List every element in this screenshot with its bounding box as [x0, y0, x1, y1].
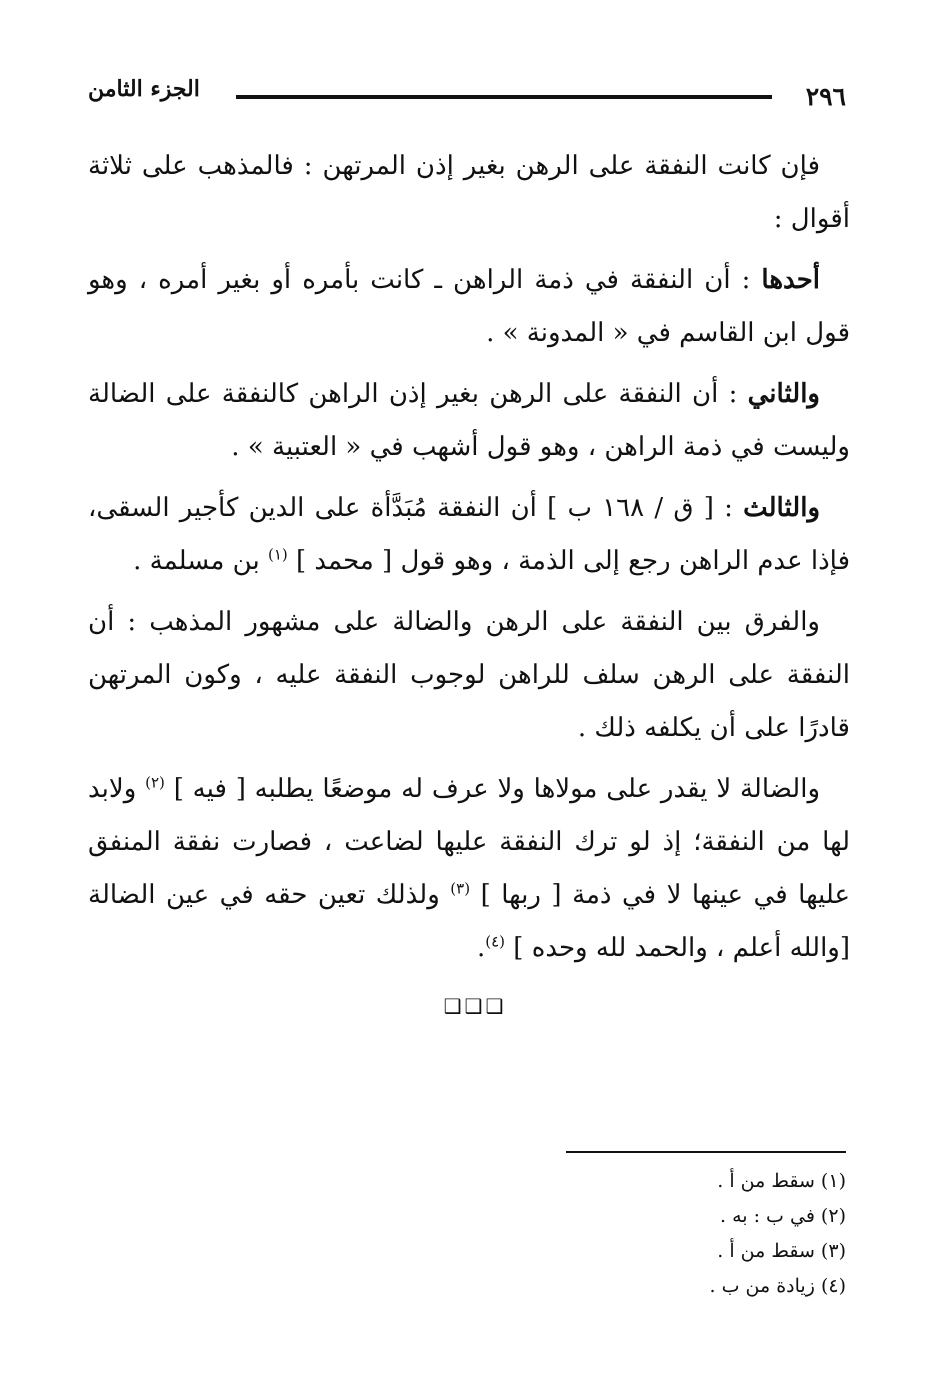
- body-text: [88, 140, 850, 983]
- header-rule: [236, 95, 772, 99]
- paragraph-difference: [88, 596, 850, 755]
- footnote-marker: (٢): [145, 773, 165, 792]
- footnote: (٤) زيادة من ب .: [709, 1275, 846, 1297]
- paragraph-text: والضالة لا يقدر على مولاها ولا عرف له موضعًا يطلبه [ فيه ]: [173, 774, 820, 804]
- page-number: ٢٩٦: [805, 82, 846, 111]
- section-end-ornament: ❑❑❑: [443, 994, 507, 1018]
- running-title: الجزء الثامن: [88, 76, 200, 102]
- paragraph-text: ولذلك تعين حقه في عين الضالة [والله أعلم ، والحمد لله وحده ]: [88, 880, 850, 963]
- footnote-marker: (٣): [450, 879, 471, 898]
- paragraph-third-opinion: [88, 482, 850, 588]
- footnote: (٢) في ب : به .: [720, 1205, 846, 1227]
- paragraph-text: والفرق بين النفقة على الرهن والضالة على مشهور المذهب : أن النفقة على الرهن سلف للراهن لوجوب النفقة عليه ، وكون المرتهن قادرًا على أن يكلفه ذلك .: [88, 607, 850, 743]
- paragraph-text: : أن النفقة في ذمة الراهن ـ كانت بأمره أو بغير أمره ، وهو قول ابن القاسم في « المدونة » .: [88, 265, 850, 348]
- paragraph-first-opinion: [88, 254, 850, 360]
- paragraph-text: : أن النفقة على الرهن بغير إذن الراهن كالنفقة على الضالة وليست في ذمة الراهن ، وهو قول أشهب في « العتبية » .: [88, 379, 850, 462]
- footnote: (٣) سقط من أ .: [717, 1240, 846, 1262]
- paragraph-intro: [88, 140, 850, 246]
- paragraph-second-opinion: [88, 368, 850, 474]
- footnotes: [346, 1164, 846, 1304]
- footnote-rule: [566, 1151, 846, 1153]
- footnote: (١) سقط من أ .: [717, 1170, 846, 1192]
- paragraph-text: بن مسلمة .: [133, 546, 268, 576]
- paragraph-lead: والثالث: [743, 493, 820, 523]
- running-header: [88, 74, 850, 114]
- paragraph-text: : [ ق / ١٦٨ ب ] أن النفقة مُبَدَّأة على الدين كأجير السقى، فإذا عدم الراهن رجع إلى الذمة ، وهو قول [ محمد ]: [88, 493, 850, 576]
- paragraph-stray: [88, 763, 850, 975]
- footnote-marker: (١): [267, 545, 288, 564]
- paragraph-text: ولابد لها من النفقة؛ إذ لو ترك النفقة عليها لضاعت ، فصارت نفقة المنفق عليها في عينها لا في ذمة [ ربها ]: [88, 774, 851, 910]
- paragraph-text: .: [476, 933, 486, 963]
- paragraph-lead: والثاني: [747, 379, 820, 409]
- footnote-marker: (٤): [485, 932, 506, 951]
- paragraph-lead: أحدها: [761, 265, 820, 295]
- paragraph-text: فإن كانت النفقة على الرهن بغير إذن المرتهن : فالمذهب على ثلاثة أقوال :: [88, 151, 850, 234]
